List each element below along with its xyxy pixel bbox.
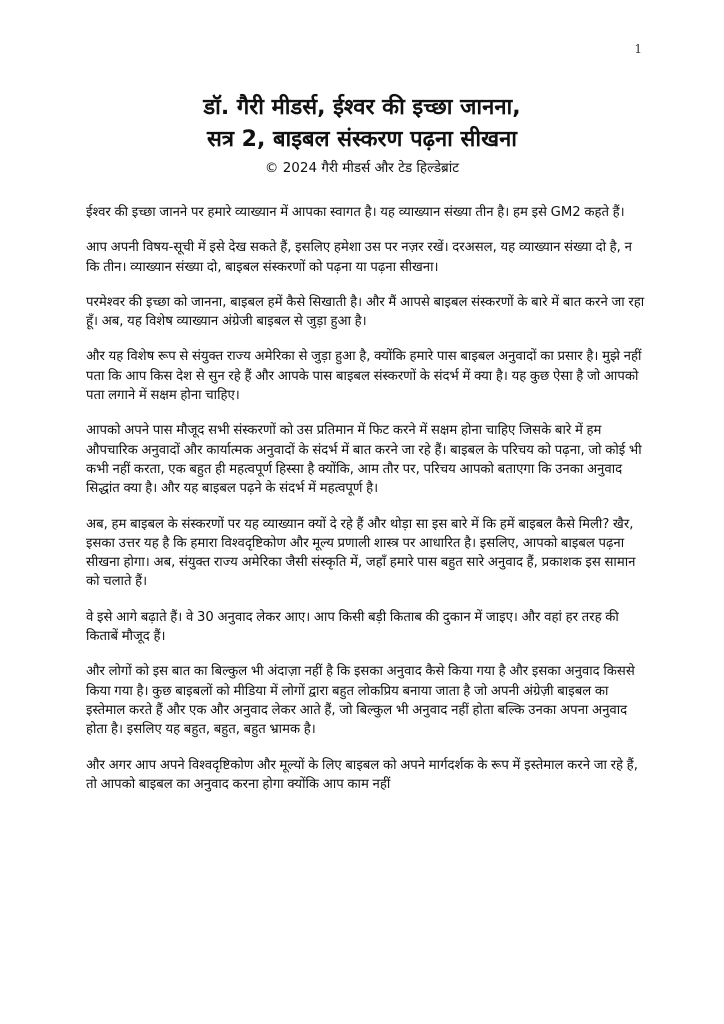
document-title-line-1: डॉ. गैरी मीडर्स, ईश्वर की इच्छा जानना, (203, 95, 521, 120)
paragraph: वे इसे आगे बढ़ाते हैं। वे 30 अनुवाद लेकर आए। आप किसी बड़ी किताब की दुकान में जाइए। और वहां हर तरह की किताबें मौजूद हैं। (86, 609, 619, 645)
paragraph: आप अपनी विषय-सूची में इसे देख सकते हैं, इसलिए हमेशा उस पर नज़र रखें। दरअसल, यह व्याख्यान संख्या दो है, न कि तीन। व्याख्यान संख्या दो, बाइबल संस्करणों को पढ़ना या पढ़ना सीखना। (86, 240, 632, 275)
document-title-line-2: सत्र 2, बाइबल संस्करण पढ़ना सीखना (206, 127, 517, 152)
paragraph: परमेश्वर की इच्छा को जानना, बाइबल हमें कैसे सिखाती है। और मैं आपसे बाइबल संस्करणों के बारे में बात करने जा रहा हूँ। अब, यह विशेष व्याख्यान अंग्रेजी बाइबल से जुड़ा हुआ है। (86, 294, 645, 330)
paragraph: और यह विशेष रूप से संयुक्त राज्य अमेरिका से जुड़ा हुआ है, क्योंकि हमारे पास बाइबल अनुवादों का प्रसार है। मुझे नहीं पता कि आप किस देश से सुन रहे हैं और आपके पास बाइबल संस्करणों के संदर्भ में क्या है। यह कुछ ऐसा है जो आपको पता लगाने में सक्षम होना चाहिए। (86, 349, 642, 404)
document-body (86, 203, 648, 810)
document-header (60, 92, 664, 178)
page-number: 1 (634, 42, 642, 56)
paragraph: आपको अपने पास मौजूद सभी संस्करणों को उस प्रतिमान में फिट करने में सक्षम होना चाहिए जिसके बारे में हम औपचारिक अनुवादों और कार्यात्मक अनुवादों के संदर्भ में बात करने जा रहे हैं। बाइबल के परिचय को पढ़ना, जो कोई भी कभी नहीं करता, एक बहुत ही महत्वपूर्ण हिस्सा है क्योंकि, आम तौर पर, परिचय आपको बताएगा कि उनका अनुवाद सिद्धांत क्या है। और यह बाइबल पढ़ने के संदर्भ में महत्वपूर्ण है। (86, 423, 642, 497)
copyright-line: © 2024 गैरी मीडर्स और टेड हिल्डेब्रांट (264, 160, 460, 176)
paragraph: और लोगों को इस बात का बिल्कुल भी अंदाज़ा नहीं है कि इसका अनुवाद कैसे किया गया है और इसका अनुवाद किससे किया गया है। कुछ बाइबलों को मीडिया में लोगों द्वारा बहुत लोकप्रिय बनाया जाता है जो अपनी अंग्रेज़ी बाइबल का इस्तेमाल करते हैं और एक और अनुवाद लेकर आते हैं, जो बिल्कुल भी अनुवाद नहीं होता बल्कि उनका अपना अनुवाद होता है। इसलिए यह बहुत, बहुत, बहुत भ्रामक है। (86, 664, 635, 738)
paragraph: अब, हम बाइबल के संस्करणों पर यह व्याख्यान क्यों दे रहे हैं और थोड़ा सा इस बारे में कि हमें बाइबल कैसे मिली? खैर, इसका उत्तर यह है कि हमारा विश्वदृष्टिकोण और मूल्य प्रणाली शास्त्र पर आधारित है। इसलिए, आपको बाइबल पढ़ना सीखना होगा। अब, संयुक्त राज्य अमेरिका जैसी संस्कृति में, जहाँ हमारे पास बहुत सारे अनुवाद हैं, प्रकाशक इस सामान को चलाते हैं। (86, 516, 636, 590)
paragraph: और अगर आप अपने विश्वदृष्टिकोण और मूल्यों के लिए बाइबल को अपने मार्गदर्शक के रूप में इस्तेमाल करने जा रहे हैं, तो आपको बाइबल का अनुवाद करना होगा क्योंकि आप काम नहीं (86, 757, 638, 792)
paragraph: ईश्वर की इच्छा जानने पर हमारे व्याख्यान में आपका स्वागत है। यह व्याख्यान संख्या तीन है। हम इसे GM2 कहते हैं। (86, 205, 625, 220)
